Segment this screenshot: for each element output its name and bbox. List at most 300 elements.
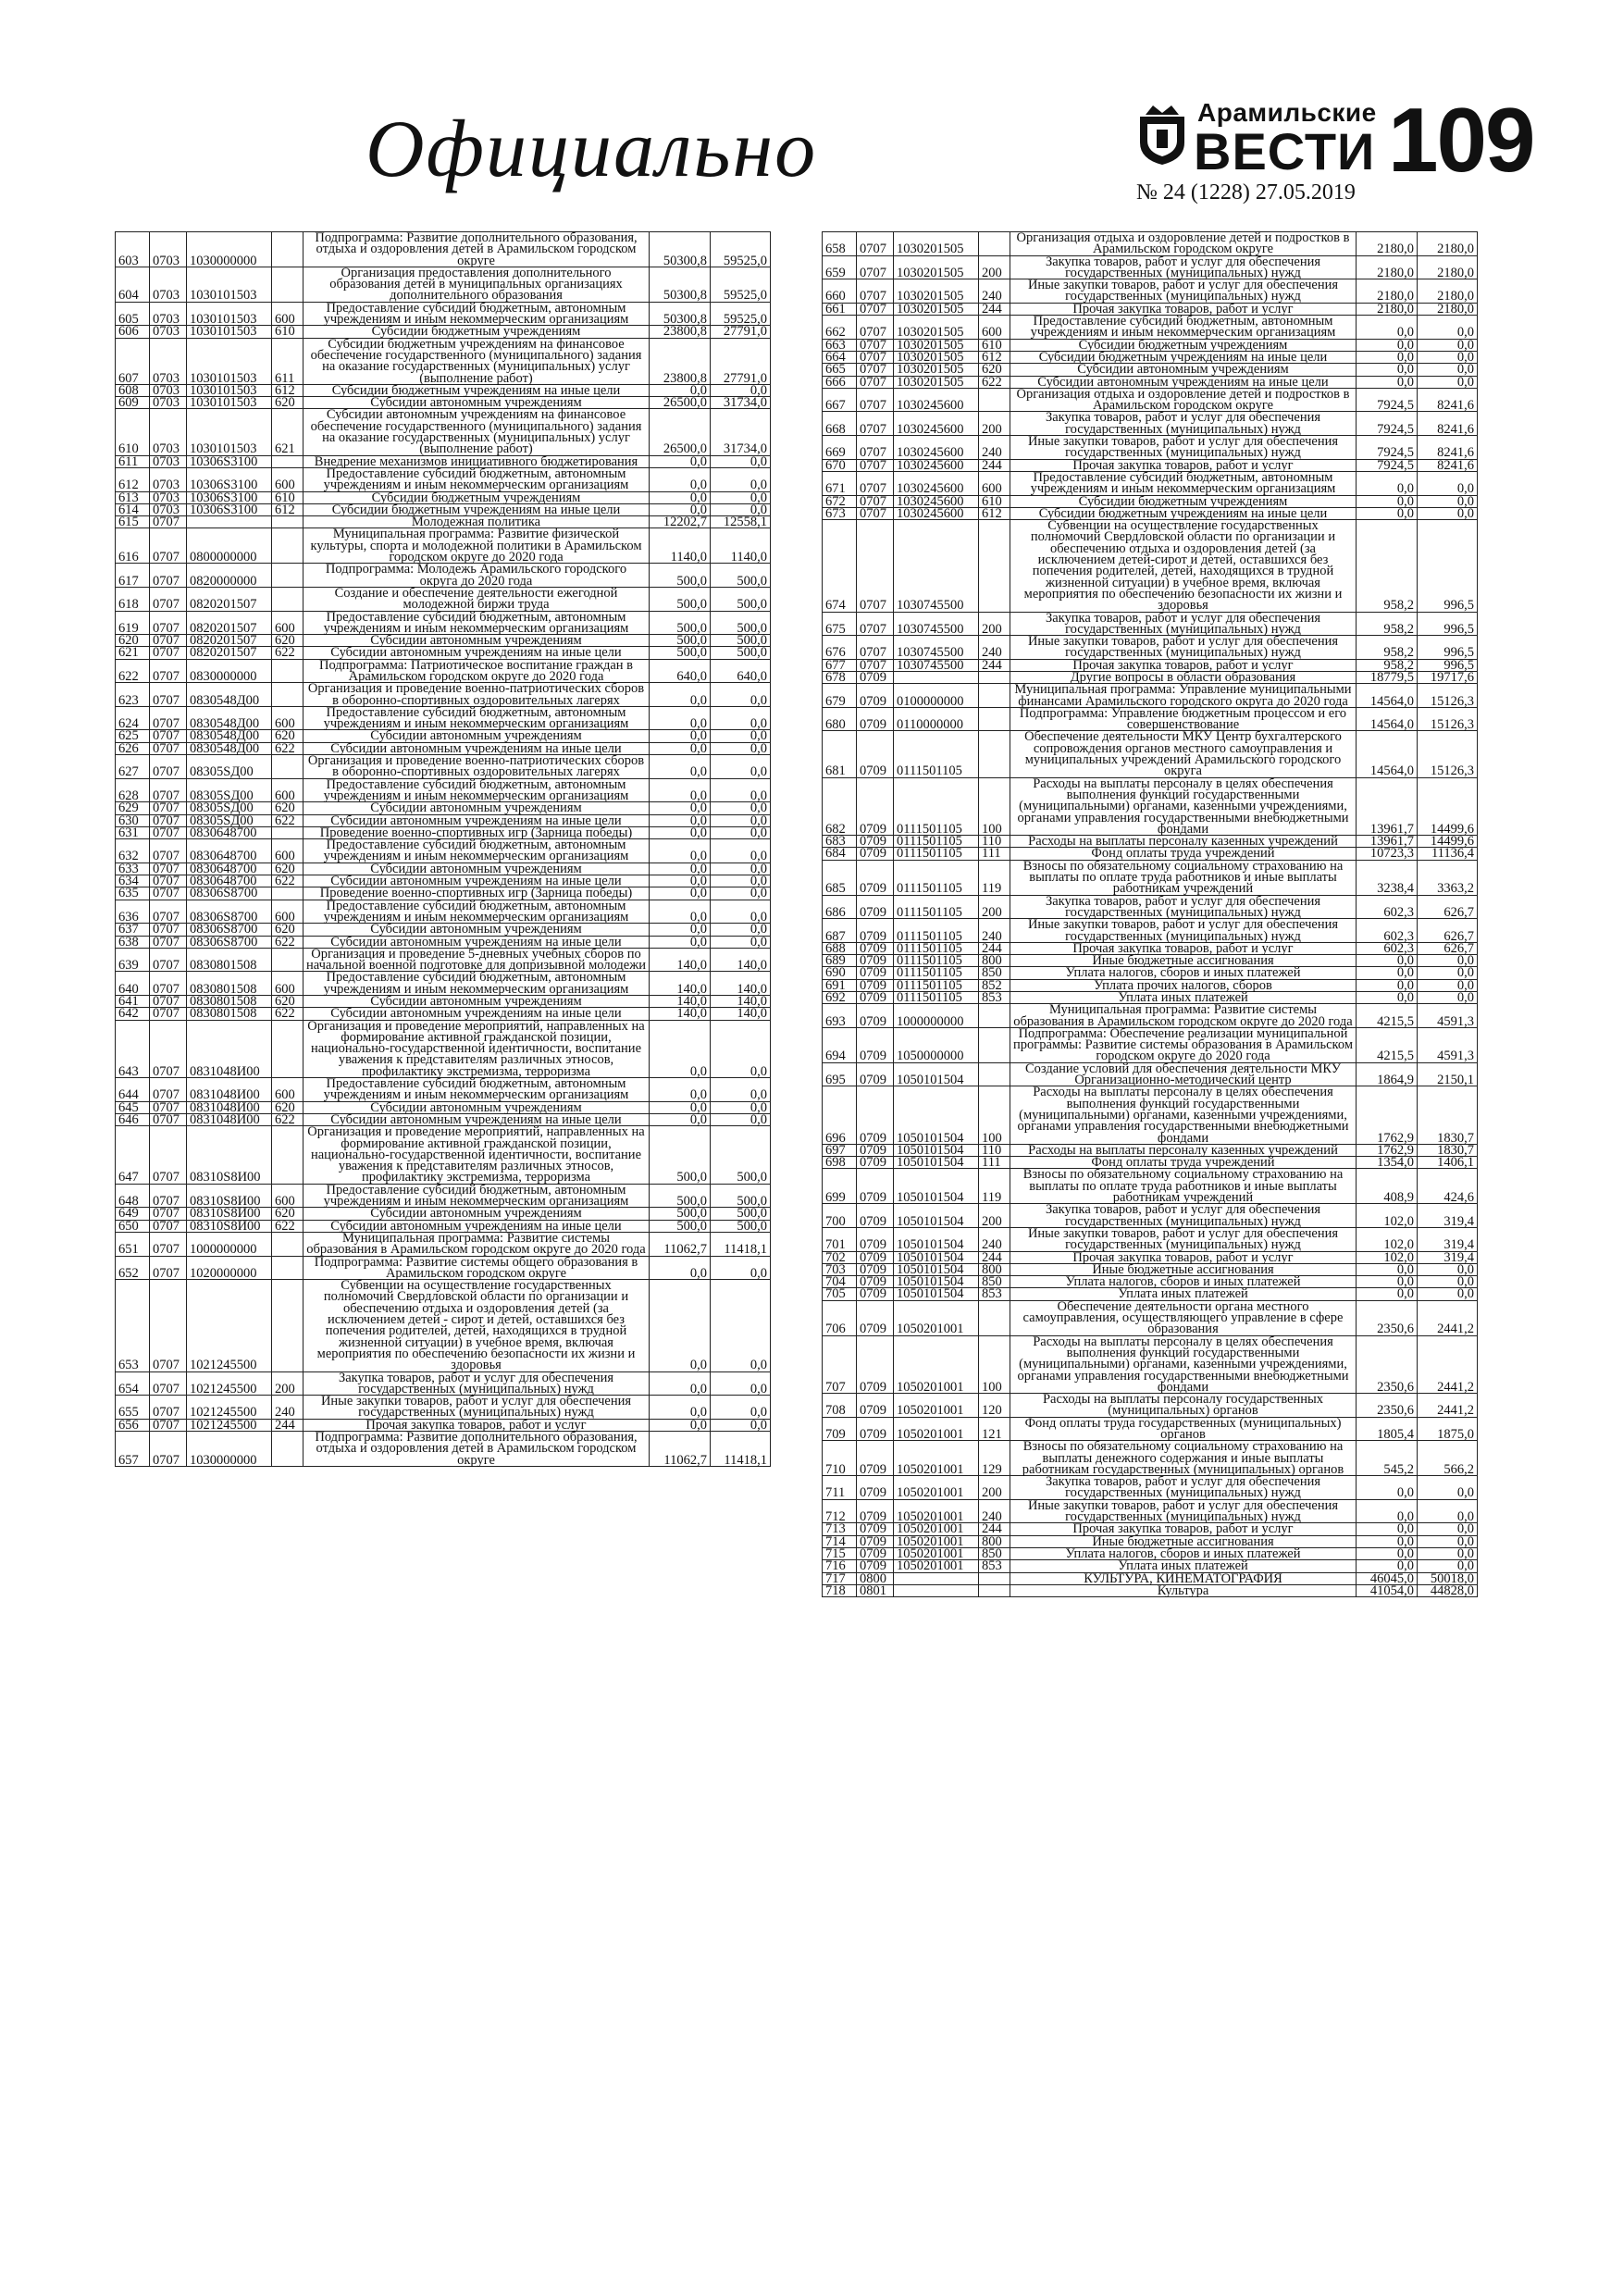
expense-type-cell <box>272 1280 304 1371</box>
section-code-cell: 0703 <box>150 455 187 467</box>
section-code-cell: 0709 <box>857 707 894 731</box>
amount-2021-cell: 0,0 <box>1418 376 1478 388</box>
row-number-cell: 635 <box>116 887 150 900</box>
amount-2021-cell: 0,0 <box>711 1020 771 1077</box>
row-number-cell: 673 <box>823 507 857 519</box>
amount-2020-cell: 23800,8 <box>650 326 711 338</box>
section-code-cell: 0707 <box>150 1431 187 1466</box>
description-cell: Уплата иных платежей <box>1010 1288 1357 1300</box>
expense-type-cell: 620 <box>272 863 304 875</box>
description-cell: Субсидии бюджетным учреждениям на иные цели <box>304 503 650 515</box>
section-code-cell: 0703 <box>150 232 187 267</box>
amount-2020-cell: 408,9 <box>1357 1169 1418 1204</box>
target-code-cell: 0111501105 <box>894 979 979 991</box>
section-code-cell: 0703 <box>150 338 187 384</box>
section-code-cell: 0707 <box>857 303 894 315</box>
target-code-cell: 0800000000 <box>187 528 272 564</box>
amount-2020-cell: 0,0 <box>1357 495 1418 507</box>
expense-type-cell <box>979 1572 1010 1584</box>
expense-type-cell <box>979 520 1010 612</box>
description-cell: Муниципальная программа: Развитие системы образования в Арамильском городском округе до 2020 года <box>304 1232 650 1256</box>
description-cell: Субсидии бюджетным учреждениям <box>304 491 650 503</box>
row-number-cell: 695 <box>823 1062 857 1086</box>
table-row <box>116 409 771 455</box>
amount-2021-cell: 0,0 <box>1418 967 1478 979</box>
row-number-cell: 639 <box>116 948 150 972</box>
amount-2020-cell: 0,0 <box>650 863 711 875</box>
amount-2021-cell: 0,0 <box>711 467 771 491</box>
row-number-cell: 627 <box>116 755 150 779</box>
amount-2020-cell: 0,0 <box>1357 992 1418 1004</box>
expense-type-cell <box>979 671 1010 683</box>
target-code-cell: 0820201507 <box>187 611 272 635</box>
target-code-cell: 0110000000 <box>894 707 979 731</box>
expense-type-cell: 600 <box>272 467 304 491</box>
section-code-cell: 0707 <box>150 1371 187 1396</box>
table-row <box>116 972 771 996</box>
amount-2021-cell: 0,0 <box>1418 1499 1478 1523</box>
description-cell: Расходы на выплаты персоналу государственных (муниципальных) органов <box>1010 1394 1357 1418</box>
expense-type-cell: 244 <box>979 942 1010 954</box>
target-code-cell: 0111501105 <box>894 955 979 967</box>
target-code-cell: 1030101503 <box>187 409 272 455</box>
row-number-cell: 637 <box>116 924 150 936</box>
row-number-cell: 663 <box>823 339 857 351</box>
description-cell: Субсидии автономным учреждениям на иные цели <box>304 1113 650 1125</box>
amount-2021-cell: 2441,2 <box>1418 1335 1478 1393</box>
row-number-cell: 634 <box>116 875 150 887</box>
table-row <box>116 467 771 491</box>
description-cell: Организация предоставления дополнительного образования детей в муниципальных организациях дополнительного образования <box>304 267 650 302</box>
target-code-cell: 0111501105 <box>894 860 979 895</box>
amount-2020-cell: 0,0 <box>650 503 711 515</box>
description-cell: Взносы по обязательному социальному страхованию на выплаты денежного содержания и иные выплаты работникам государственных (муниципальных) органов <box>1010 1441 1357 1476</box>
section-code-cell: 0709 <box>857 979 894 991</box>
amount-2021-cell: 8241,6 <box>1418 459 1478 471</box>
description-cell: Субсидии автономным учреждениям <box>304 924 650 936</box>
amount-2021-cell: 0,0 <box>711 742 771 754</box>
amount-2021-cell: 319,4 <box>1418 1227 1478 1251</box>
amount-2020-cell: 1140,0 <box>650 528 711 564</box>
section-code-cell: 0707 <box>857 316 894 340</box>
table-row <box>823 1204 1478 1228</box>
amount-2020-cell: 0,0 <box>1357 1535 1418 1547</box>
amount-2021-cell: 0,0 <box>711 1078 771 1102</box>
amount-2021-cell: 0,0 <box>1418 979 1478 991</box>
target-code-cell: 08306S8700 <box>187 936 272 948</box>
amount-2020-cell: 2350,6 <box>1357 1300 1418 1335</box>
amount-2021-cell: 626,7 <box>1418 942 1478 954</box>
expense-type-cell: 129 <box>979 1441 1010 1476</box>
section-code-cell: 0703 <box>150 491 187 503</box>
row-number-cell: 704 <box>823 1276 857 1288</box>
expense-type-cell: 100 <box>979 777 1010 835</box>
target-code-cell: 1050201001 <box>894 1523 979 1535</box>
table-row <box>116 1184 771 1208</box>
amount-2021-cell: 0,0 <box>711 1113 771 1125</box>
amount-2021-cell: 0,0 <box>1418 471 1478 495</box>
target-code-cell: 1030201505 <box>894 339 979 351</box>
amount-2020-cell: 26500,0 <box>650 409 711 455</box>
section-code-cell: 0707 <box>150 1008 187 1020</box>
expense-type-cell: 111 <box>979 848 1010 860</box>
target-code-cell: 10306S3100 <box>187 467 272 491</box>
row-number-cell: 607 <box>116 338 150 384</box>
row-number-cell: 671 <box>823 471 857 495</box>
description-cell: Внедрение механизмов инициативного бюджетирования <box>304 455 650 467</box>
amount-2021-cell: 14499,6 <box>1418 836 1478 848</box>
section-code-cell: 0707 <box>857 412 894 436</box>
section-code-cell: 0703 <box>150 326 187 338</box>
table-row <box>823 1062 1478 1086</box>
description-cell: Культура <box>1010 1584 1357 1596</box>
amount-2021-cell: 0,0 <box>1418 364 1478 376</box>
target-code-cell: 08306S8700 <box>187 900 272 924</box>
description-cell: Предоставление субсидий бюджетным, автономным учреждениям и иным некоммерческим организациям <box>304 302 650 326</box>
target-code-cell: 1050101504 <box>894 1169 979 1204</box>
table-row <box>823 471 1478 495</box>
expense-type-cell: 600 <box>272 1078 304 1102</box>
expense-type-cell: 244 <box>979 459 1010 471</box>
table-row <box>116 778 771 802</box>
row-number-cell: 699 <box>823 1169 857 1204</box>
amount-2021-cell: 0,0 <box>711 814 771 826</box>
expense-type-cell <box>979 1584 1010 1596</box>
row-number-cell: 685 <box>823 860 857 895</box>
section-code-cell: 0709 <box>857 1499 894 1523</box>
table-row <box>823 255 1478 279</box>
description-cell: Субсидии автономным учреждениям <box>1010 364 1357 376</box>
amount-2021-cell: 500,0 <box>711 1184 771 1208</box>
amount-2020-cell: 140,0 <box>650 996 711 1008</box>
amount-2021-cell: 0,0 <box>711 875 771 887</box>
expense-type-cell <box>272 564 304 588</box>
section-code-cell: 0801 <box>857 1584 894 1596</box>
amount-2020-cell: 0,0 <box>650 742 711 754</box>
expense-type-cell: 850 <box>979 1547 1010 1559</box>
section-code-cell: 0709 <box>857 1086 894 1144</box>
description-cell: Субсидии автономным учреждениям <box>304 635 650 647</box>
description-cell: Другие вопросы в области образования <box>1010 671 1357 683</box>
amount-2020-cell: 0,0 <box>1357 471 1418 495</box>
target-code-cell: 0830648700 <box>187 826 272 838</box>
section-code-cell: 0707 <box>857 255 894 279</box>
target-code-cell: 1030201505 <box>894 255 979 279</box>
amount-2020-cell: 1762,9 <box>1357 1144 1418 1156</box>
expense-type-cell <box>272 948 304 972</box>
amount-2020-cell: 500,0 <box>650 635 711 647</box>
row-number-cell: 674 <box>823 520 857 612</box>
section-code-cell: 0707 <box>150 516 187 528</box>
amount-2020-cell: 1762,9 <box>1357 1086 1418 1144</box>
section-code-cell: 0703 <box>150 302 187 326</box>
section-code-cell: 0707 <box>150 948 187 972</box>
amount-2021-cell: 2441,2 <box>1418 1300 1478 1335</box>
row-number-cell: 615 <box>116 516 150 528</box>
expense-type-cell: 620 <box>272 1101 304 1113</box>
section-code-cell: 0709 <box>857 1335 894 1393</box>
amount-2020-cell: 2180,0 <box>1357 279 1418 304</box>
amount-2021-cell: 140,0 <box>711 948 771 972</box>
description-cell: Предоставление субсидий бюджетным, автономным учреждениям и иным некоммерческим организациям <box>304 1078 650 1102</box>
amount-2020-cell: 0,0 <box>650 730 711 742</box>
row-number-cell: 655 <box>116 1396 150 1420</box>
amount-2021-cell: 0,0 <box>711 384 771 396</box>
row-number-cell: 713 <box>823 1523 857 1535</box>
description-cell: Прочая закупка товаров, работ и услуг <box>1010 1523 1357 1535</box>
amount-2020-cell: 1864,9 <box>1357 1062 1418 1086</box>
table-row <box>116 338 771 384</box>
expense-type-cell <box>979 1027 1010 1062</box>
description-cell: Субвенции на осуществление государственных полномочий Свердловской области по организации и обеспечению отдыха и оздоровления детей (за исключением детей-сирот и детей, оставшихся без попечения родителей, детей, находящихся в трудной жизненной ситуации) в учебное время, включая мероприятия по обеспечению безопасности их жизни и здоровья <box>1010 520 1357 612</box>
expense-type-cell: 119 <box>979 1169 1010 1204</box>
description-cell: Расходы на выплаты персоналу в целях обеспечения выполнения функций государственными (муниципальными) органами, казенными учреждениями, органами управления государственными внебюджетными фондами <box>1010 1335 1357 1393</box>
amount-2021-cell: 0,0 <box>711 1101 771 1113</box>
amount-2021-cell: 500,0 <box>711 647 771 659</box>
description-cell: Уплата налогов, сборов и иных платежей <box>1010 1276 1357 1288</box>
amount-2021-cell: 59525,0 <box>711 267 771 302</box>
amount-2020-cell: 0,0 <box>650 384 711 396</box>
expense-type-cell <box>979 1062 1010 1086</box>
amount-2021-cell: 11418,1 <box>711 1431 771 1466</box>
target-code-cell: 10306S3100 <box>187 491 272 503</box>
description-cell: Прочая закупка товаров, работ и услуг <box>1010 1251 1357 1263</box>
expense-type-cell: 600 <box>272 839 304 863</box>
target-code-cell: 1030745500 <box>894 636 979 660</box>
row-number-cell: 686 <box>823 895 857 919</box>
amount-2021-cell: 500,0 <box>711 564 771 588</box>
expense-type-cell: 622 <box>272 875 304 887</box>
amount-2021-cell: 31734,0 <box>711 397 771 409</box>
target-code-cell: 0111501105 <box>894 895 979 919</box>
target-code-cell: 1021245500 <box>187 1419 272 1431</box>
row-number-cell: 659 <box>823 255 857 279</box>
amount-2021-cell: 319,4 <box>1418 1204 1478 1228</box>
amount-2020-cell: 50300,8 <box>650 267 711 302</box>
amount-2020-cell: 0,0 <box>650 1396 711 1420</box>
row-number-cell: 622 <box>116 659 150 683</box>
table-row <box>116 706 771 730</box>
issue-info: № 24 (1228) 27.05.2019 <box>1136 180 1356 205</box>
target-code-cell: 1050101504 <box>894 1263 979 1275</box>
table-row <box>116 232 771 267</box>
expense-type-cell: 244 <box>979 1523 1010 1535</box>
description-cell: Подпрограмма: Управление бюджетным процессом и его совершенствование <box>1010 707 1357 731</box>
target-code-cell: 1050101504 <box>894 1276 979 1288</box>
expense-type-cell: 200 <box>979 612 1010 636</box>
amount-2021-cell: 14499,6 <box>1418 777 1478 835</box>
expense-type-cell: 853 <box>979 992 1010 1004</box>
target-code-cell: 08310S8И00 <box>187 1184 272 1208</box>
section-code-cell: 0707 <box>857 659 894 671</box>
expense-type-cell: 240 <box>979 1227 1010 1251</box>
section-code-cell: 0707 <box>150 826 187 838</box>
target-code-cell: 0820000000 <box>187 564 272 588</box>
expense-type-cell: 622 <box>272 814 304 826</box>
description-cell: Организация отдыха и оздоровление детей и подростков в Арамильском городском округе <box>1010 388 1357 412</box>
description-cell: Предоставление субсидий бюджетным, автономным учреждениям и иным некоммерческим организациям <box>304 611 650 635</box>
description-cell: Иные закупки товаров, работ и услуг для обеспечения государственных (муниципальных) нужд <box>304 1396 650 1420</box>
expense-type-cell: 610 <box>272 491 304 503</box>
amount-2020-cell: 26500,0 <box>650 397 711 409</box>
expense-type-cell: 600 <box>272 900 304 924</box>
target-code-cell: 0820201507 <box>187 635 272 647</box>
description-cell: Иные бюджетные ассигнования <box>1010 955 1357 967</box>
section-code-cell: 0703 <box>150 397 187 409</box>
target-code-cell: 0830648700 <box>187 863 272 875</box>
page-number: 109 <box>1388 89 1534 191</box>
amount-2021-cell: 0,0 <box>1418 495 1478 507</box>
target-code-cell: 1030101503 <box>187 302 272 326</box>
amount-2020-cell: 7924,5 <box>1357 436 1418 460</box>
description-cell: Субсидии автономным учреждениям на иные цели <box>304 1220 650 1232</box>
table-row <box>823 1086 1478 1144</box>
expense-type-cell: 620 <box>272 1208 304 1220</box>
target-code-cell: 0111501105 <box>894 992 979 1004</box>
row-number-cell: 689 <box>823 955 857 967</box>
description-cell: Иные бюджетные ассигнования <box>1010 1263 1357 1275</box>
amount-2021-cell: 0,0 <box>1418 1547 1478 1559</box>
section-code-cell: 0707 <box>150 814 187 826</box>
amount-2020-cell: 0,0 <box>650 467 711 491</box>
row-number-cell: 681 <box>823 731 857 777</box>
expense-type-cell <box>272 267 304 302</box>
amount-2020-cell: 0,0 <box>650 839 711 863</box>
amount-2021-cell: 140,0 <box>711 996 771 1008</box>
description-cell: Проведение военно-спортивных игр (Зарница победы) <box>304 887 650 900</box>
amount-2021-cell: 8241,6 <box>1418 436 1478 460</box>
expense-type-cell <box>272 659 304 683</box>
expense-type-cell: 622 <box>979 376 1010 388</box>
amount-2021-cell: 0,0 <box>711 863 771 875</box>
description-cell: Подпрограмма: Развитие дополнительного образования, отдыха и оздоровления детей в Арамильском городском округе <box>304 232 650 267</box>
row-number-cell: 604 <box>116 267 150 302</box>
section-code-cell: 0707 <box>857 339 894 351</box>
amount-2021-cell: 0,0 <box>711 936 771 948</box>
row-number-cell: 701 <box>823 1227 857 1251</box>
amount-2020-cell: 7924,5 <box>1357 459 1418 471</box>
amount-2021-cell: 0,0 <box>711 1371 771 1396</box>
description-cell: Организация и проведение военно-патриотических сборов в оборонно-спортивных оздоровительных лагерях <box>304 755 650 779</box>
section-code-cell: 0709 <box>857 1004 894 1028</box>
target-code-cell: 1030000000 <box>187 1431 272 1466</box>
section-code-cell: 0707 <box>150 1126 187 1184</box>
section-code-cell: 0709 <box>857 1300 894 1335</box>
amount-2020-cell: 7924,5 <box>1357 412 1418 436</box>
budget-table-left <box>115 231 771 1467</box>
expense-type-cell: 110 <box>979 1144 1010 1156</box>
row-number-cell: 715 <box>823 1547 857 1559</box>
table-row <box>823 316 1478 340</box>
target-code-cell: 10306S3100 <box>187 503 272 515</box>
section-code-cell: 0707 <box>150 730 187 742</box>
section-code-cell: 0707 <box>150 1232 187 1256</box>
amount-2021-cell: 59525,0 <box>711 302 771 326</box>
description-cell: Закупка товаров, работ и услуг для обеспечения государственных (муниципальных) нужд <box>1010 1476 1357 1500</box>
description-cell: Расходы на выплаты персоналу казенных учреждений <box>1010 836 1357 848</box>
section-code-cell: 0709 <box>857 1288 894 1300</box>
expense-type-cell: 100 <box>979 1086 1010 1144</box>
amount-2021-cell: 8241,6 <box>1418 412 1478 436</box>
table-row <box>823 1417 1478 1441</box>
table-row <box>823 919 1478 943</box>
row-number-cell: 683 <box>823 836 857 848</box>
target-code-cell: 1050101504 <box>894 1204 979 1228</box>
target-code-cell: 08306S8700 <box>187 924 272 936</box>
target-code-cell: 1030201505 <box>894 279 979 304</box>
description-cell: Муниципальная программа: Управление муниципальными финансами Арамильского городского округа до 2020 года <box>1010 684 1357 708</box>
row-number-cell: 651 <box>116 1232 150 1256</box>
section-code-cell: 0707 <box>150 611 187 635</box>
table-row <box>116 755 771 779</box>
target-code-cell: 0831048И00 <box>187 1113 272 1125</box>
table-row <box>116 1078 771 1102</box>
row-number-cell: 678 <box>823 671 857 683</box>
row-number-cell: 709 <box>823 1417 857 1441</box>
expense-type-cell: 200 <box>979 412 1010 436</box>
amount-2020-cell: 50300,8 <box>650 302 711 326</box>
expense-type-cell: 853 <box>979 1560 1010 1572</box>
expense-type-cell: 622 <box>272 1113 304 1125</box>
target-code-cell: 1050000000 <box>894 1027 979 1062</box>
amount-2020-cell: 1354,0 <box>1357 1157 1418 1169</box>
description-cell: Проведение военно-спортивных игр (Зарница победы) <box>304 826 650 838</box>
target-code-cell: 1050101504 <box>894 1288 979 1300</box>
amount-2021-cell: 19717,6 <box>1418 671 1478 683</box>
description-cell: КУЛЬТУРА, КИНЕМАТОГРАФИЯ <box>1010 1572 1357 1584</box>
target-code-cell: 0830648700 <box>187 875 272 887</box>
section-code-cell: 0707 <box>150 706 187 730</box>
table-row <box>823 520 1478 612</box>
table-row <box>116 1431 771 1466</box>
section-code-cell: 0707 <box>857 507 894 519</box>
description-cell: Субсидии бюджетным учреждениям <box>1010 339 1357 351</box>
row-number-cell: 645 <box>116 1101 150 1113</box>
table-row <box>116 948 771 972</box>
row-number-cell: 613 <box>116 491 150 503</box>
amount-2021-cell: 15126,3 <box>1418 707 1478 731</box>
expense-type-cell: 620 <box>272 996 304 1008</box>
row-number-cell: 665 <box>823 364 857 376</box>
amount-2021-cell: 0,0 <box>1418 351 1478 363</box>
description-cell: Субсидии бюджетным учреждениям <box>1010 495 1357 507</box>
row-number-cell: 623 <box>116 683 150 707</box>
section-code-cell: 0709 <box>857 1263 894 1275</box>
amount-2021-cell: 27791,0 <box>711 326 771 338</box>
section-code-cell: 0709 <box>857 955 894 967</box>
amount-2020-cell: 0,0 <box>650 875 711 887</box>
row-number-cell: 621 <box>116 647 150 659</box>
target-code-cell: 1050201001 <box>894 1417 979 1441</box>
table-row <box>116 587 771 611</box>
amount-2020-cell: 102,0 <box>1357 1251 1418 1263</box>
amount-2021-cell: 4591,3 <box>1418 1004 1478 1028</box>
amount-2021-cell: 996,5 <box>1418 636 1478 660</box>
table-row <box>823 777 1478 835</box>
section-code-cell: 0707 <box>857 459 894 471</box>
expense-type-cell <box>272 755 304 779</box>
amount-2021-cell: 0,0 <box>711 802 771 814</box>
section-code-cell: 0707 <box>150 1101 187 1113</box>
section-code-cell: 0707 <box>150 875 187 887</box>
description-cell: Подпрограмма: Патриотическое воспитание граждан в Арамильском городском округе до 2020 года <box>304 659 650 683</box>
amount-2020-cell: 0,0 <box>650 900 711 924</box>
target-code-cell: 1030745500 <box>894 520 979 612</box>
description-cell: Субсидии автономным учреждениям на финансовое обеспечение государственного (муниципального) задания на оказание государственных (муниципальных) услуг (выполнение работ) <box>304 409 650 455</box>
target-code-cell: 0111501105 <box>894 942 979 954</box>
section-code-cell: 0707 <box>150 1419 187 1431</box>
amount-2020-cell: 0,0 <box>1357 316 1418 340</box>
